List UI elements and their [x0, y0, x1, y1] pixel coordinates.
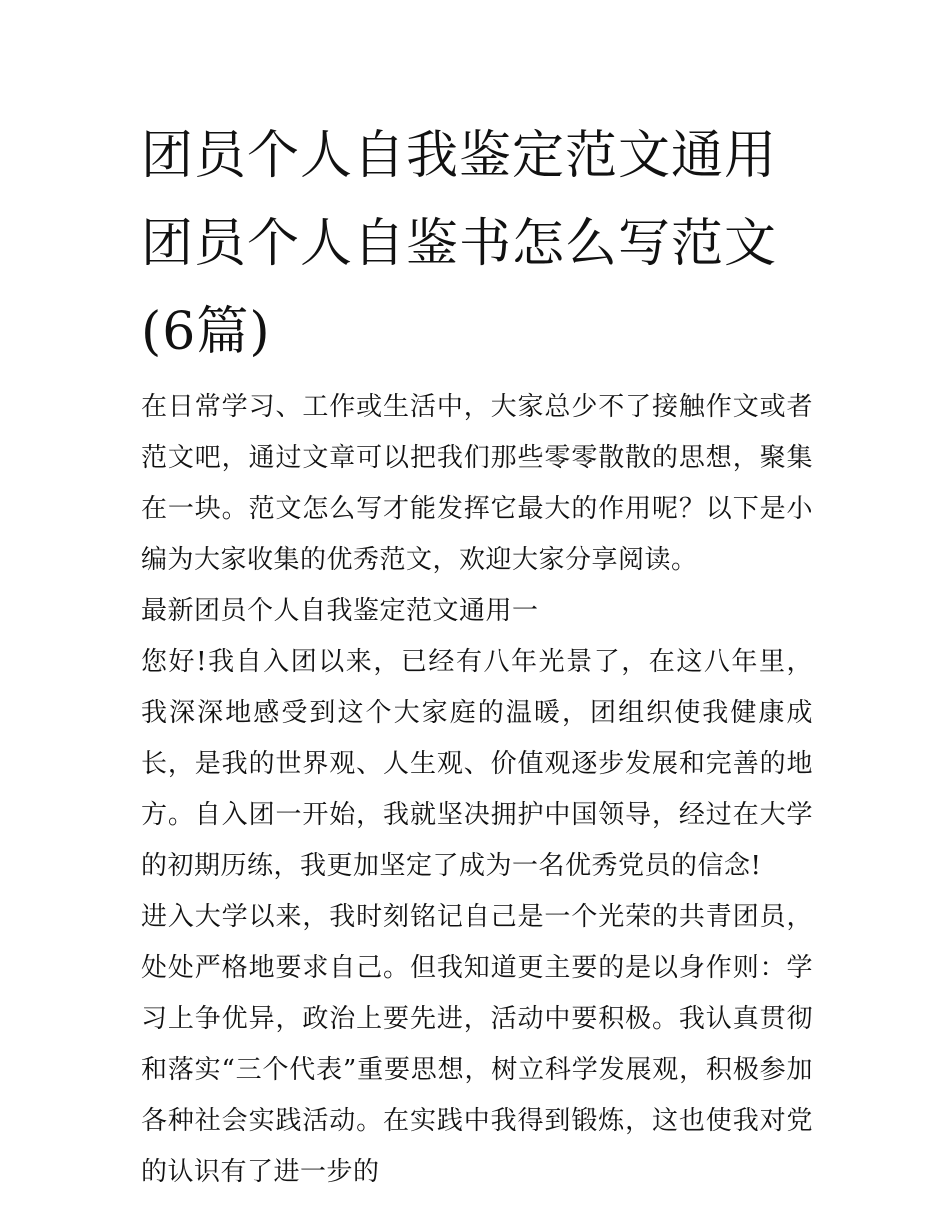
document-title: 团员个人自我鉴定范文通用 团员个人自鉴书怎么写范文(6篇)	[141, 126, 778, 362]
section-heading: 最新团员个人自我鉴定范文通用一	[141, 596, 539, 626]
body-paragraph: 进入大学以来，我时刻铭记自己是一个光荣的共青团员，处处严格地要求自己。但我知道更主要的是以身作则：学习上争优异，政治上要先进，活动中要积极。我认真贯彻和落实“三个代表”重要思想，树立科学发展观，积极参加各种社会实践活动。在实践中我得到锻炼，这也使我对党的认识有了进一步的	[141, 902, 813, 1187]
document-page	[141, 112, 813, 1198]
intro-paragraph: 在日常学习、工作或生活中，大家总少不了接触作文或者范文吧，通过文章可以把我们那些零零散散的思想，聚集在一块。范文怎么写才能发挥它最大的作用呢？以下是小编为大家收集的优秀范文，欢迎大家分享阅读。	[141, 392, 813, 575]
body-paragraph: 您好!我自入团以来，已经有八年光景了，在这八年里，我深深地感受到这个大家庭的温暖，团组织使我健康成长，是我的世界观、人生观、价值观逐步发展和完善的地方。自入团一开始，我就坚决拥护中国领导，经过在大学的初期历练，我更加坚定了成为一名优秀党员的信念!	[141, 647, 813, 881]
